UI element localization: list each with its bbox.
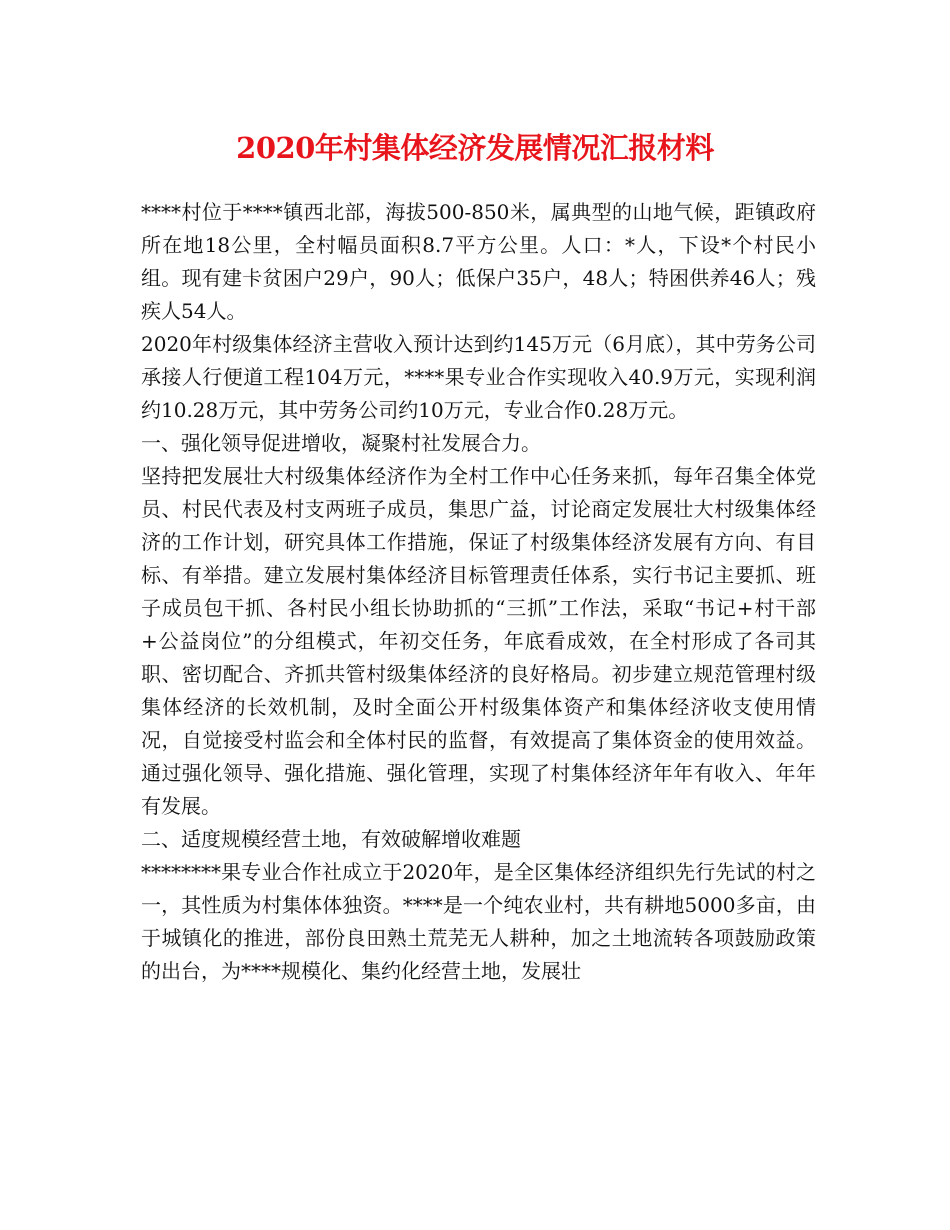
paragraph-land: ********果专业合作社成立于2020年，是全区集体经济组织先行先试的村之一，其性质为村集体体独资。****是一个纯农业村，共有耕地5000多亩，由于城镇化的推进，部份良田熟土荒芜无人耕种，加之土地流转各项鼓励政策的出台，为****规模化、集约化经营土地，发展壮 bbox=[141, 860, 816, 983]
paragraph-intro: ****村位于****镇西北部，海拔500-850米，属典型的山地气候，距镇政府所在地18公里，全村幅员面积8.7平方公里。人口：*人，下设*个村民小组。现有建卡贫困户29户，90人；低保户35户，48人；特困供养46人；残疾人54人。 bbox=[141, 200, 816, 323]
document-title: 2020年村集体经济发展情况汇报材料 bbox=[236, 131, 714, 165]
paragraph-leadership: 坚持把发展壮大村级集体经济作为全村工作中心任务来抓，每年召集全体党员、村民代表及村支两班子成员，集思广益，讨论商定发展壮大村级集体经济的工作计划，研究具体工作措施，保证了村级集体经济发展有方向、有目标、有举措。建立发展村集体经济目标管理责任体系，实行书记主要抓、班子成员包干抓、各村民小组长协助抓的“三抓”工作法，采取“书记+村干部+公益岗位”的分组模式，年初交任务，年底看成效，在全村形成了各司其职、密切配合、齐抓共管村级集体经济的良好格局。初步建立规范管理村级集体经济的长效机制，及时全面公开村级集体资产和集体经济收支使用情况，自觉接受村监会和全体村民的监督，有效提高了集体资金的使用效益。通过强化领导、强化措施、强化管理，实现了村集体经济年年有收入、年年有发展。 bbox=[141, 464, 816, 818]
section-heading-2: 二、适度规模经营土地，有效破解增收难题 bbox=[141, 827, 521, 851]
paragraph-income: 2020年村级集体经济主营收入预计达到约145万元（6月底），其中劳务公司承接人行便道工程104万元，****果专业合作实现收入40.9万元，实现利润约10.28万元，其中劳务公司约10万元，专业合作0.28万元。 bbox=[141, 332, 816, 422]
document-body bbox=[141, 196, 816, 988]
section-heading-1: 一、强化领导促进增收，凝聚村社发展合力。 bbox=[141, 431, 541, 455]
